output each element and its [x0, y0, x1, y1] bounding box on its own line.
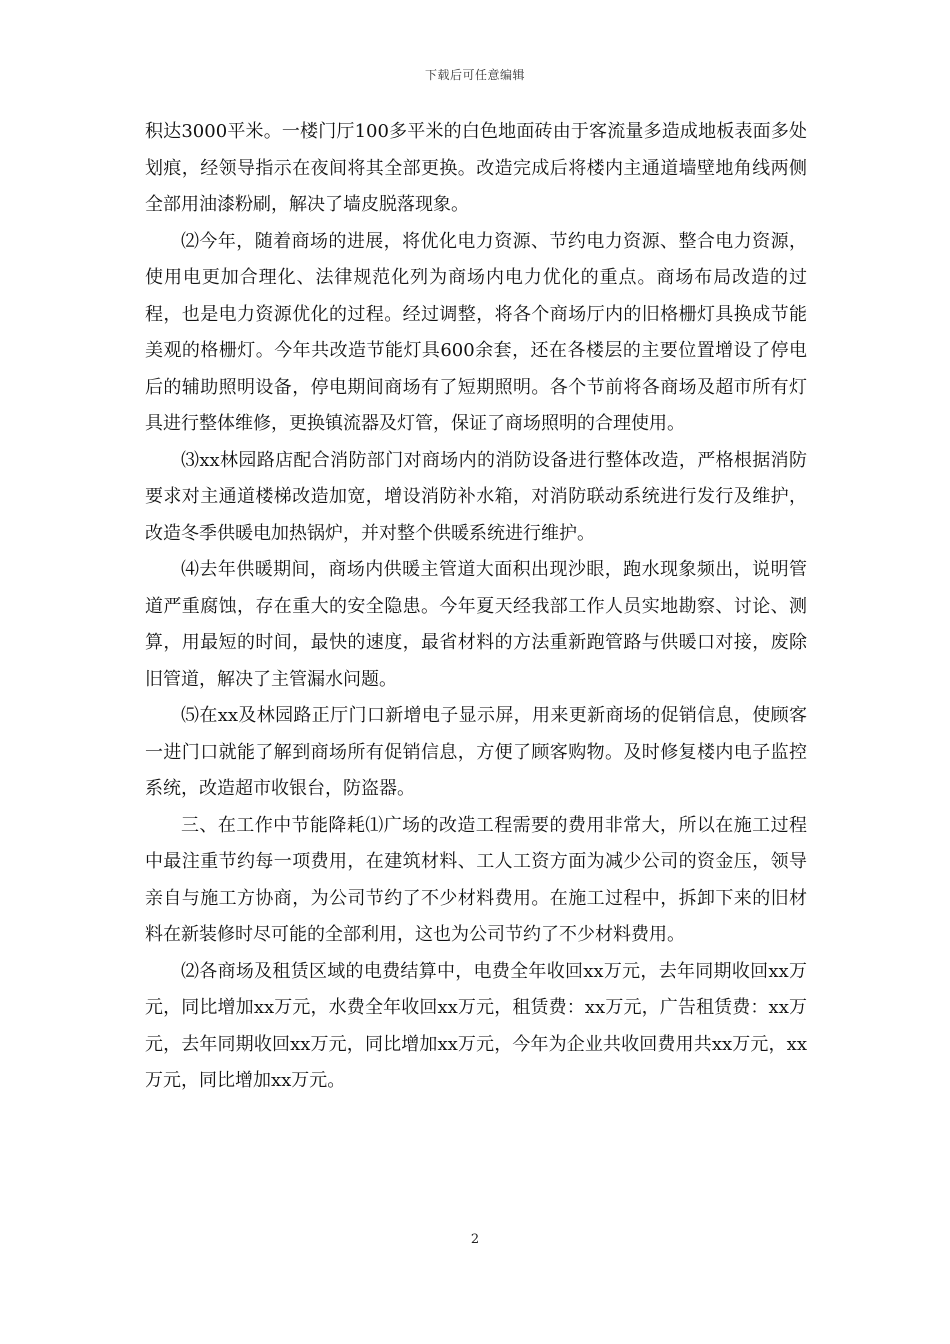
paragraph-fire-safety: ⑶xx林园路店配合消防部门对商场内的消防设备进行整体改造，严格根据消防要求对主通道楼梯改造加宽，增设消防补水箱，对消防联动系统进行发行及维护，改造冬季供暖电加热锅炉，并对整个供暖系统进行维护。 [145, 449, 807, 544]
paragraph-energy-saving: 三、在工作中节能降耗⑴广场的改造工程需要的费用非常大，所以在施工过程中最注重节约每一项费用，在建筑材料、工人工资方面为减少公司的资金压，领导亲自与施工方协商，为公司节约了不少材料费用。在施工过程中，拆卸下来的旧材料在新装修时尽可能的全部利用，这也为公司节约了不少材料费用。 [145, 814, 807, 945]
page-header: 下载后可任意编辑 [424, 68, 525, 82]
paragraph-power-optimization: ⑵今年，随着商场的进展，将优化电力资源、节约电力资源、整合电力资源，使用电更加合理化、法律规范化列为商场内电力优化的重点。商场布局改造的过程，也是电力资源优化的过程。经过调整，将各个商场厅内的旧格栅灯具换成节能美观的格栅灯。今年共改造节能灯具600余套，还在各楼层的主要位置增设了停电后的辅助照明设备，停电期间商场有了短期照明。各个节前将各商场及超市所有灯具进行整体维修，更换镇流器及灯管，保证了商场照明的合理使用。 [145, 230, 807, 434]
paragraph-display-screen: ⑸在xx及林园路正厅门口新增电子显示屏，用来更新商场的促销信息，使顾客一进门口就能了解到商场所有促销信息，方便了顾客购物。及时修复楼内电子监控系统，改造超市收银台，防盗器。 [145, 705, 807, 799]
document-body [145, 114, 807, 1100]
page-number: 2 [470, 1232, 480, 1247]
paragraph-heating-pipes: ⑷去年供暖期间，商场内供暖主管道大面积出现沙眼，跑水现象频出，说明管道严重腐蚀，存在重大的安全隐患。今年夏天经我部工作人员实地勘察、讨论、测算，用最短的时间，最快的速度，最省材料的方法重新跑管路与供暖口对接，废除旧管道，解决了主管漏水问题。 [145, 559, 807, 690]
paragraph-floor-renovation: 积达3000平米。一楼门厅100多平米的白色地面砖由于客流量多造成地板表面多处划痕，经领导指示在夜间将其全部更换。改造完成后将楼内主通道墙壁地角线两侧全部用油漆粉刷，解决了墙皮脱落现象。 [145, 121, 807, 215]
paragraph-fee-settlement: ⑵各商场及租赁区域的电费结算中，电费全年收回xx万元，去年同期收回xx万元，同比增加xx万元，水费全年收回xx万元，租赁费：xx万元，广告租赁费：xx万元，去年同期收回xx万元，同比增加xx万元，今年为企业共收回费用共xx万元，xx万元，同比增加xx万元。 [145, 960, 807, 1091]
